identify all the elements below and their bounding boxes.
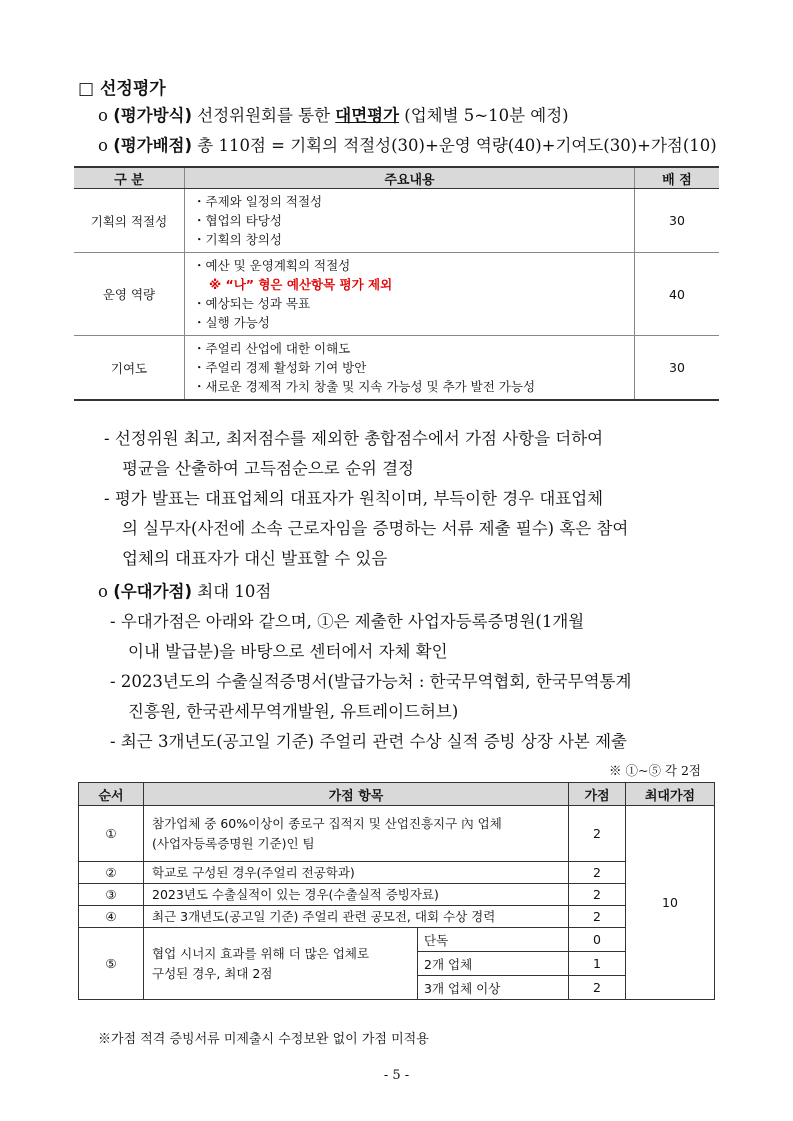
evaluation-table xyxy=(74,166,719,401)
note-1-line-1: - 선정위원 최고, 최저점수를 제외한 총합점수에서 가점 사항을 더하여 xyxy=(104,429,604,448)
bonus-label: (우대가점) xyxy=(113,582,193,601)
eval-items xyxy=(185,336,635,401)
checkbox-square-icon: □ xyxy=(78,79,95,99)
bonus-row-2 xyxy=(79,862,715,884)
eval-header-content: 주요내용 xyxy=(185,167,635,189)
bonus-points: 2 xyxy=(569,906,626,928)
bonus-sub-label: 2개 업체 xyxy=(418,952,569,976)
bonus-item-line: 구성된 경우, 최대 2점 xyxy=(152,965,273,981)
bonus-header-item: 가점 항목 xyxy=(144,783,569,806)
bonus-note-3: - 최근 3개년도(공고일 기준) 주얼리 관련 수상 실적 증빙 상장 사본 제출 xyxy=(110,732,627,751)
bonus-item: 학교로 구성된 경우(주얼리 전공학과) xyxy=(144,862,569,884)
note-2-line-1: - 평가 발표는 대표업체의 대표자가 원칙이며, 부득이한 경우 대표업체 xyxy=(104,489,604,508)
eval-item: ・실행 가능성 xyxy=(193,315,270,330)
eval-header-category: 구 분 xyxy=(74,167,185,189)
bonus-line xyxy=(98,578,271,602)
bullet-icon: o xyxy=(98,106,108,125)
bonus-note-1-line-2: 이내 발급분)을 바탕으로 센터에서 자체 확인 xyxy=(128,642,448,661)
bonus-each-note: ※ ①~⑤ 각 2점 xyxy=(609,763,701,778)
eval-score: 30 xyxy=(635,189,720,253)
bonus-max-total: 10 xyxy=(626,806,715,1000)
bonus-item-line: 협업 시너지 효과를 위해 더 많은 업체로 xyxy=(152,945,370,961)
eval-item: ・예상되는 성과 목표 xyxy=(193,296,311,311)
bonus-row-1 xyxy=(79,806,715,862)
page-number: - 5 - xyxy=(383,1068,410,1083)
section-title-text: 선정평가 xyxy=(99,79,166,99)
bonus-number: ② xyxy=(79,862,144,884)
note-2-line-2: 의 실무자(사전에 소속 근로자임을 증명하는 서류 제출 필수) 혹은 참여 xyxy=(122,519,629,538)
eval-header-score: 배 점 xyxy=(635,167,720,189)
note-1-line-2: 평균을 산출하여 고득점순으로 순위 결정 xyxy=(122,459,414,478)
eval-score: 30 xyxy=(635,336,720,401)
bonus-number: ⑤ xyxy=(79,928,144,1000)
bonus-points: 2 xyxy=(569,806,626,862)
bonus-row-4 xyxy=(79,906,715,928)
bonus-sub-label: 단독 xyxy=(418,928,569,952)
bonus-item-line: 참가업체 중 60%이상이 종로구 집적지 및 산업진흥지구 內 업체 xyxy=(152,815,502,831)
eval-category: 운영 역량 xyxy=(74,253,185,336)
bonus-number: ④ xyxy=(79,906,144,928)
eval-row-planning xyxy=(74,189,719,253)
bonus-note-2-line-2: 진흥원, 한국관세무역개발원, 유트레이드허브) xyxy=(128,702,459,721)
scoring-label: (평가배점) xyxy=(113,136,193,155)
bonus-points: 2 xyxy=(569,884,626,906)
section-title xyxy=(78,74,166,99)
scoring-line xyxy=(98,132,717,156)
eval-item: ・주얼리 경제 활성화 기여 방안 xyxy=(193,360,367,375)
bonus-text: 최대 10점 xyxy=(192,582,272,601)
method-line xyxy=(98,102,569,126)
eval-item: ・예산 및 운영계획의 적절성 xyxy=(193,258,351,273)
eval-category: 기여도 xyxy=(74,336,185,401)
bonus-item: 2023년도 수출실적이 있는 경우(수출실적 증빙자료) xyxy=(144,884,569,906)
eval-item: ・주얼리 산업에 대한 이해도 xyxy=(193,341,351,356)
bonus-points: 2 xyxy=(569,862,626,884)
method-label: (평가방식) xyxy=(113,106,193,125)
eval-score: 40 xyxy=(635,253,720,336)
bonus-header-order: 순서 xyxy=(79,783,144,806)
bullet-icon: o xyxy=(98,582,108,601)
bonus-row-5a xyxy=(79,928,715,952)
bonus-table xyxy=(78,782,715,1000)
bullet-icon: o xyxy=(98,136,108,155)
bonus-header-points: 가점 xyxy=(569,783,626,806)
bonus-points: 2 xyxy=(569,976,626,1000)
footer-note: ※가점 적격 증빙서류 미제출시 수정보완 없이 가점 미적용 xyxy=(98,1032,429,1047)
bonus-note-2-line-1: - 2023년도의 수출실적증명서(발급가능처 : 한국무역협회, 한국무역통계 xyxy=(110,672,632,691)
bonus-item-line: (사업자등록증명원 기준)인 팀 xyxy=(152,835,315,851)
method-text-after: (업체별 5~10분 예정) xyxy=(399,106,569,125)
bonus-item xyxy=(144,806,569,862)
scoring-text: 총 110점 = 기획의 적절성(30)+운영 역량(40)+기여도(30)+가점(10) xyxy=(192,136,717,155)
eval-row-contribution xyxy=(74,336,719,401)
bonus-header-row xyxy=(79,783,715,806)
method-text-before: 선정위원회를 통한 xyxy=(192,106,336,125)
bonus-points: 1 xyxy=(569,952,626,976)
bonus-number: ③ xyxy=(79,884,144,906)
eval-items xyxy=(185,189,635,253)
bonus-number: ① xyxy=(79,806,144,862)
eval-item: ・새로운 경제적 가치 창출 및 지속 가능성 및 추가 발전 가능성 xyxy=(193,379,536,394)
bonus-item: 최근 3개년도(공고일 기준) 주얼리 관련 공모전, 대회 수상 경력 xyxy=(144,906,569,928)
method-highlight: 대면평가 xyxy=(335,106,400,125)
bonus-item xyxy=(144,928,418,1000)
bonus-row-3 xyxy=(79,884,715,906)
bonus-note-1-line-1: - 우대가점은 아래와 같으며, ①은 제출한 사업자등록증명원(1개월 xyxy=(110,612,585,631)
note-2-line-3: 업체의 대표자가 대신 발표할 수 있음 xyxy=(122,549,388,568)
eval-header-row xyxy=(74,167,719,189)
bonus-header-max: 최대가점 xyxy=(626,783,715,806)
bonus-sub-label: 3개 업체 이상 xyxy=(418,976,569,1000)
eval-item: ・기획의 창의성 xyxy=(193,232,282,247)
eval-item: ・협업의 타당성 xyxy=(193,213,282,228)
eval-row-operation xyxy=(74,253,719,336)
eval-item: ・주제와 일정의 적절성 xyxy=(193,194,323,209)
bonus-points: 0 xyxy=(569,928,626,952)
eval-item-red-note: ※ “나” 형은 예산항목 평가 제외 xyxy=(209,277,393,292)
eval-items xyxy=(185,253,635,336)
eval-category: 기획의 적절성 xyxy=(74,189,185,253)
